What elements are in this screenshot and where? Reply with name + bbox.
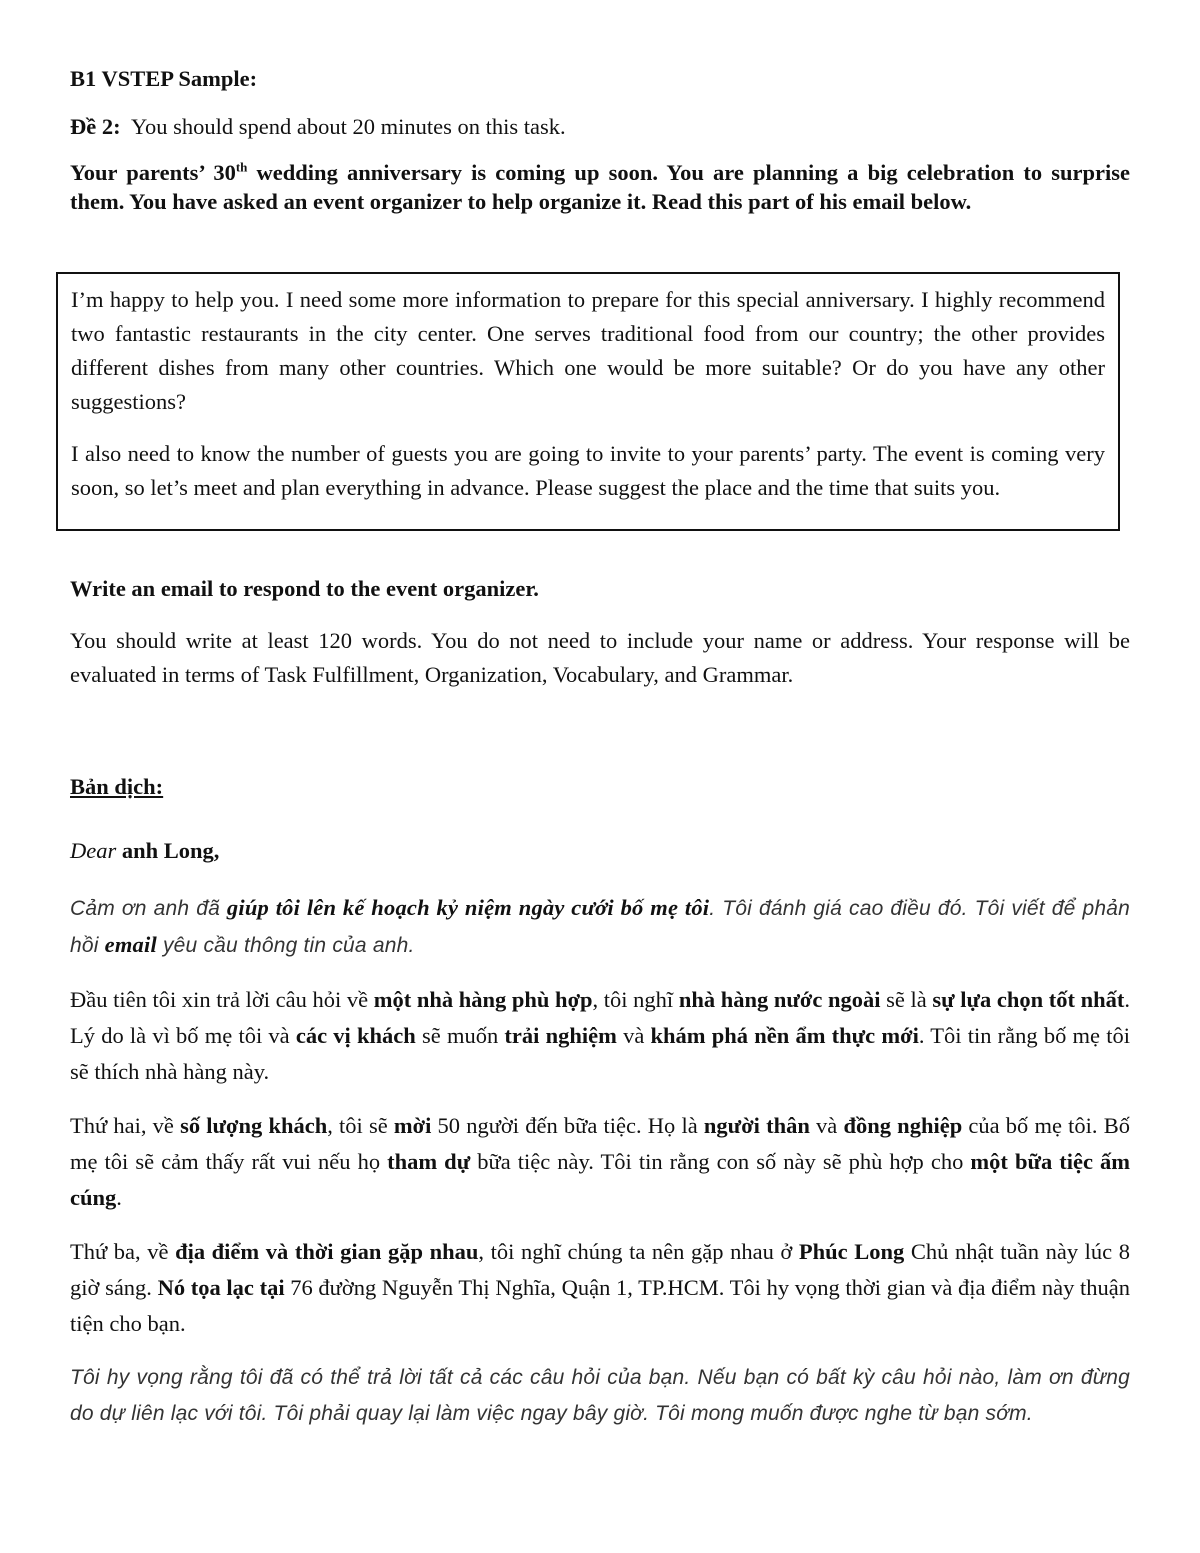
translation-title: Bản dịch: — [70, 774, 164, 799]
task-line — [70, 110, 1130, 144]
text-run: Tôi hy vọng rằng tôi đã có thể trả lời tất cả các câu hỏi của bạn. Nếu bạn có bất kỳ câu hỏi nào, làm ơn đừng do dự liên lạc với tôi. Tôi phải quay lại làm việc ngay bây giờ. Tôi mong muốn được nghe từ bạn sớm. — [70, 1366, 1130, 1425]
text-run: Đầu tiên tôi xin trả lời câu hỏi về — [70, 987, 374, 1012]
text-run: , tôi nghĩ — [592, 987, 679, 1012]
task-text: You should spend about 20 minutes on this task. — [131, 114, 566, 139]
bold-phrase: Nó tọa lạc tại — [157, 1275, 285, 1300]
bold-phrase: tham dự — [387, 1149, 471, 1174]
bold-phrase: giúp tôi lên kế hoạch kỷ niệm ngày cưới bố mẹ tôi — [226, 895, 710, 920]
translation-salutation — [70, 834, 1130, 868]
prompt-part2: wedding anniversary is coming up soon. You are planning a big celebration to surprise them. You have asked an event organizer to help organize it. Read this part of his email below. — [70, 160, 1130, 214]
salutation-name: anh Long, — [121, 838, 220, 863]
organizer-email-box — [56, 272, 1120, 531]
text-run: sẽ là — [880, 987, 933, 1012]
text-run: yêu cầu thông tin của anh. — [156, 934, 415, 957]
bold-phrase: một bữa tiệc ấm cúng — [70, 1149, 1131, 1210]
bold-phrase: sự lựa chọn tốt nhất — [932, 987, 1125, 1012]
text-run: 50 người đến bữa tiệc. Họ là — [431, 1113, 704, 1138]
bold-phrase: Phúc Long — [798, 1239, 905, 1264]
text-run: Thứ hai, về — [70, 1113, 181, 1138]
bold-phrase: email — [104, 932, 157, 957]
text-run: và — [809, 1113, 844, 1138]
email-paragraph-2: I also need to know the number of guests you are going to invite to your parents’ party. The event is coming very soon, so let’s meet and plan everything in advance. Please suggest the place and the time that suits you. — [71, 441, 1105, 500]
bold-phrase: người thân — [703, 1113, 810, 1138]
bold-phrase: đồng nghiệp — [843, 1113, 963, 1138]
text-run: . — [116, 1185, 122, 1210]
instruction-title: Write an email to respond to the event organizer. — [70, 576, 539, 601]
text-run: . Tôi đánh giá cao điều đó. Tôi viết để phản hồi — [70, 897, 1131, 957]
translation-paragraph-1 — [70, 982, 1130, 1090]
text-run: Chủ nhật tuần này lúc 8 giờ sáng. — [70, 1239, 1130, 1300]
bold-phrase: khám phá nền ẩm thực mới — [650, 1023, 919, 1048]
instruction-requirements: You should write at least 120 words. You do not need to include your name or address. Your response will be evaluated in terms of Task Fulfillment, Organization, Vocabulary, and Grammar. — [70, 628, 1130, 687]
task-prompt — [70, 158, 1130, 216]
bold-phrase: một nhà hàng phù hợp — [373, 987, 593, 1012]
email-paragraph-1: I’m happy to help you. I need some more information to prepare for this special anniversary. I highly recommend two fantastic restaurants in the city center. One serves traditional food from our country; the other provides different dishes from many other countries. Which one would be more suitable? Or do you have any other suggestions? — [71, 287, 1105, 414]
prompt-superscript: th — [235, 159, 248, 175]
translation-paragraph-3 — [70, 1234, 1130, 1342]
text-run: . Lý do là vì bố mẹ tôi và — [70, 987, 1131, 1048]
document-title: B1 VSTEP Sample: — [70, 66, 258, 91]
text-run: , tôi nghĩ chúng ta nên gặp nhau ở — [478, 1239, 799, 1264]
response-section — [70, 572, 1130, 1450]
bold-phrase: số lượng khách — [180, 1113, 328, 1138]
translation-closing — [70, 1360, 1130, 1432]
bold-phrase: các vị khách — [295, 1023, 416, 1048]
text-run: và — [616, 1023, 651, 1048]
translation-intro — [70, 890, 1130, 964]
translation-paragraph-2 — [70, 1108, 1130, 1216]
text-run: . Tôi tin rằng bố mẹ tôi sẽ thích nhà hàng này. — [70, 1023, 1131, 1084]
text-run: Cảm ơn anh đã — [70, 897, 227, 920]
bold-phrase: địa điểm và thời gian gặp nhau — [175, 1239, 479, 1264]
text-run: sẽ muốn — [415, 1023, 505, 1048]
bold-phrase: mời — [393, 1113, 432, 1138]
text-run: bữa tiệc này. Tôi tin rằng con số này sẽ phù hợp cho — [470, 1149, 971, 1174]
text-run: của bố mẹ tôi. Bố mẹ tôi sẽ cảm thấy rất vui nếu họ — [70, 1113, 1130, 1174]
bold-phrase: nhà hàng nước ngoài — [678, 987, 881, 1012]
document-page — [70, 62, 1130, 216]
task-label: Đề 2: — [70, 114, 121, 139]
prompt-part1: Your parents’ 30 — [70, 160, 236, 185]
text-run: Thứ ba, về — [70, 1239, 176, 1264]
salutation-dear: Dear — [70, 838, 117, 863]
text-run: , tôi sẽ — [327, 1113, 394, 1138]
bold-phrase: trải nghiệm — [504, 1023, 617, 1048]
text-run: 76 đường Nguyễn Thị Nghĩa, Quận 1, TP.HCM. Tôi hy vọng thời gian và địa điểm này thuận tiện cho bạn. — [70, 1275, 1130, 1336]
